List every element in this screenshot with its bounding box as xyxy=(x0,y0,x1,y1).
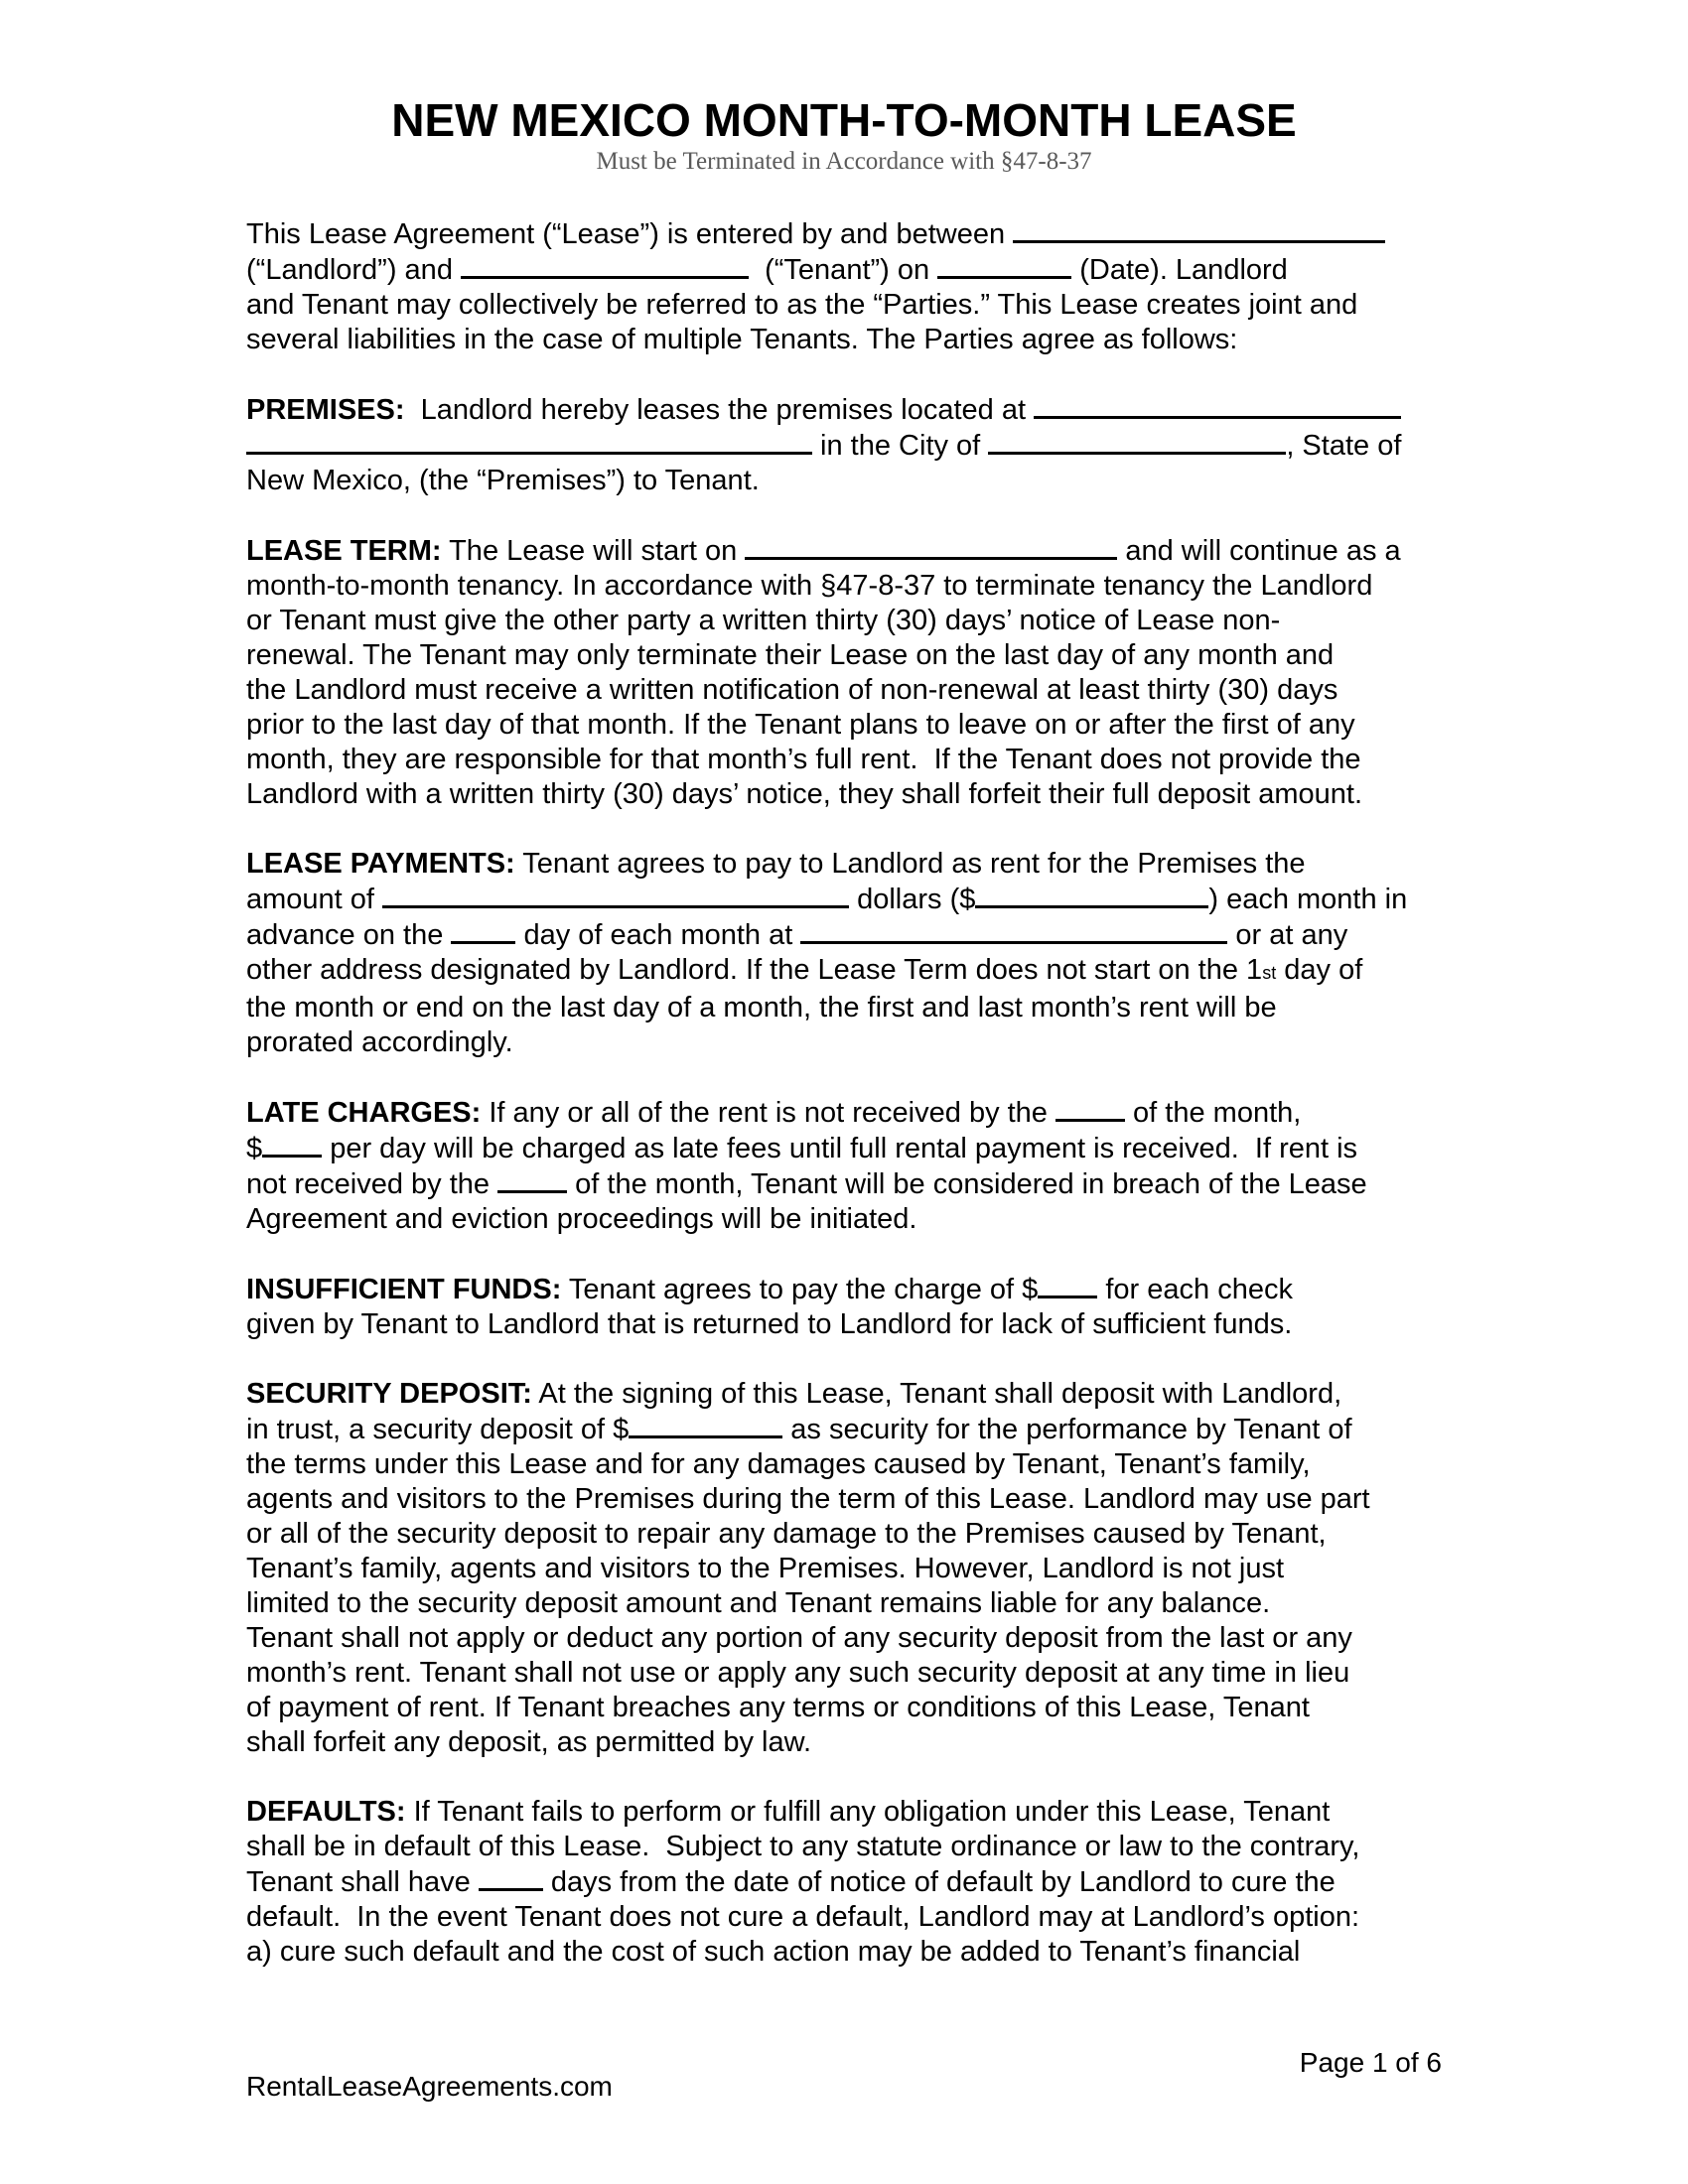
text-run: month-to-month tenancy. In accordance with §47-8-37 to terminate tenancy the Landlord xyxy=(246,570,1373,602)
text-run: day of xyxy=(1276,954,1363,986)
paragraph-lease-term xyxy=(246,533,1458,812)
fill-in-blank xyxy=(988,428,1286,455)
paragraph-defaults xyxy=(246,1795,1458,1970)
text-run: default. In the event Tenant does not cure a default, Landlord may at Landlord’s option: xyxy=(246,1901,1360,1933)
fill-in-blank xyxy=(745,533,1117,560)
fill-in-blank xyxy=(246,428,812,455)
document-body xyxy=(246,216,1458,1970)
text-line xyxy=(246,464,1458,498)
document-title: NEW MEXICO MONTH-TO-MONTH LEASE xyxy=(391,94,1297,146)
text-line xyxy=(246,708,1458,743)
section-label: DEFAULTS: xyxy=(246,1796,406,1828)
text-run: other address designated by Landlord. If the Lease Term does not start on the 1 xyxy=(246,954,1263,986)
text-line xyxy=(246,533,1458,569)
text-line xyxy=(246,1202,1458,1237)
fill-in-blank xyxy=(497,1166,567,1193)
ordinal-suffix: st xyxy=(1262,963,1277,983)
text-line xyxy=(246,1864,1458,1900)
text-run: At the signing of this Lease, Tenant shall deposit with Landlord, xyxy=(531,1378,1342,1410)
text-line xyxy=(246,953,1458,991)
paragraph-premises xyxy=(246,392,1458,498)
section-label: LATE CHARGES: xyxy=(246,1097,482,1129)
text-run: (Date). Landlord xyxy=(1071,254,1288,286)
text-line xyxy=(246,1621,1458,1656)
text-run: Agreement and eviction proceedings will be initiated. xyxy=(246,1203,917,1235)
text-line xyxy=(246,1095,1458,1131)
text-run: (“Landlord”) and xyxy=(246,254,461,286)
text-run: amount of xyxy=(246,884,383,915)
fill-in-blank xyxy=(451,917,515,944)
text-run: the Landlord must receive a written notification of non-renewal at least thirty (30) days xyxy=(246,674,1338,706)
text-line xyxy=(246,1307,1458,1342)
text-line xyxy=(246,1377,1458,1412)
text-run: or at any xyxy=(1227,919,1348,951)
text-run: month, they are responsible for that month’s full rent. If the Tenant does not provide the xyxy=(246,744,1361,775)
text-line xyxy=(246,743,1458,777)
text-line xyxy=(246,428,1458,464)
text-run: advance on the xyxy=(246,919,452,951)
text-line xyxy=(246,1517,1458,1552)
text-line xyxy=(246,991,1458,1025)
fill-in-blank xyxy=(937,252,1071,279)
fill-in-blank xyxy=(800,917,1227,944)
text-run: in trust, a security deposit of $ xyxy=(246,1414,630,1445)
text-run: Tenant shall not apply or deduct any portion of any security deposit from the last or any xyxy=(246,1622,1352,1654)
text-line xyxy=(246,638,1458,673)
footer-page-number: Page 1 of 6 xyxy=(1299,2047,1442,2078)
paragraph-late-charges xyxy=(246,1095,1458,1237)
text-run: of the month, Tenant will be considered in breach of the Lease xyxy=(567,1168,1367,1200)
fill-in-blank xyxy=(1013,216,1385,243)
fill-in-blank xyxy=(975,882,1208,908)
fill-in-blank xyxy=(479,1864,543,1891)
text-line xyxy=(246,1900,1458,1935)
text-run: Tenant agrees to pay the charge of $ xyxy=(561,1274,1039,1305)
text-run: , State of xyxy=(1286,430,1402,462)
text-line xyxy=(246,604,1458,638)
fill-in-blank xyxy=(461,252,749,279)
text-run: month’s rent. Tenant shall not use or apply any such security deposit at any time in lieu xyxy=(246,1657,1350,1689)
text-line xyxy=(246,216,1458,252)
text-run: Tenant shall have xyxy=(246,1866,479,1898)
document-subtitle: Must be Terminated in Accordance with §47-8-37 xyxy=(596,148,1092,175)
text-run: day of each month at xyxy=(515,919,801,951)
text-run: as security for the performance by Tenant of xyxy=(782,1414,1352,1445)
text-run: limited to the security deposit amount and Tenant remains liable for any balance. xyxy=(246,1587,1271,1619)
text-line xyxy=(246,1166,1458,1202)
text-line xyxy=(246,882,1458,917)
text-line xyxy=(246,323,1458,357)
text-line xyxy=(246,1725,1458,1760)
section-label: LEASE TERM: xyxy=(246,535,442,567)
text-line xyxy=(246,673,1458,708)
fill-in-blank xyxy=(382,882,849,908)
text-run: This Lease Agreement (“Lease”) is entered by and between xyxy=(246,218,1014,250)
text-line xyxy=(246,1586,1458,1621)
text-run: Landlord with a written thirty (30) days’ notice, they shall forfeit their full deposit amount. xyxy=(246,778,1363,810)
text-run: agents and visitors to the Premises during the term of this Lease. Landlord may use part xyxy=(246,1483,1370,1515)
text-run: not received by the xyxy=(246,1168,498,1200)
text-run: The Lease will start on xyxy=(441,535,746,567)
section-label: SECURITY DEPOSIT: xyxy=(246,1378,532,1410)
text-line xyxy=(246,1935,1458,1970)
fill-in-blank xyxy=(1055,1095,1125,1122)
text-run: days from the date of notice of default by Landlord to cure the xyxy=(542,1866,1336,1898)
text-run: dollars ($ xyxy=(849,884,976,915)
text-line xyxy=(246,569,1458,604)
text-line xyxy=(246,1447,1458,1482)
fill-in-blank xyxy=(629,1412,782,1438)
text-run: ) each month in xyxy=(1208,884,1408,915)
text-run: If any or all of the rent is not received by the xyxy=(481,1097,1055,1129)
text-run: If Tenant fails to perform or fulfill any obligation under this Lease, Tenant xyxy=(405,1796,1331,1828)
paragraph-intro xyxy=(246,216,1458,357)
text-line xyxy=(246,1795,1458,1830)
text-line xyxy=(246,288,1458,323)
text-run: prorated accordingly. xyxy=(246,1026,513,1058)
text-run: for each check xyxy=(1097,1274,1293,1305)
text-line xyxy=(246,1482,1458,1517)
paragraph-security-deposit xyxy=(246,1377,1458,1760)
text-run: renewal. The Tenant may only terminate their Lease on the last day of any month and xyxy=(246,639,1335,671)
text-line xyxy=(246,1272,1458,1307)
text-line xyxy=(246,1131,1458,1166)
text-run: and will continue as a xyxy=(1117,535,1401,567)
text-run: or Tenant must give the other party a written thirty (30) days’ notice of Lease non- xyxy=(246,605,1281,636)
text-line xyxy=(246,1412,1458,1447)
text-line xyxy=(246,1656,1458,1691)
paragraph-insufficient-funds xyxy=(246,1272,1458,1342)
text-run: $ xyxy=(246,1133,263,1164)
text-run: shall be in default of this Lease. Subject to any statute ordinance or law to the contrary, xyxy=(246,1831,1360,1862)
text-run: prior to the last day of that month. If the Tenant plans to leave on or after the first of any xyxy=(246,709,1355,741)
text-line xyxy=(246,917,1458,953)
section-label: PREMISES: xyxy=(246,394,405,426)
text-run: or all of the security deposit to repair any damage to the Premises caused by Tenant, xyxy=(246,1518,1327,1550)
text-line xyxy=(246,847,1458,882)
text-run: several liabilities in the case of multiple Tenants. The Parties agree as follows: xyxy=(246,324,1238,355)
text-run: of the month, xyxy=(1125,1097,1302,1129)
text-line xyxy=(246,1552,1458,1586)
text-line xyxy=(246,1025,1458,1060)
text-run: and Tenant may collectively be referred to as the “Parties.” This Lease creates joint and xyxy=(246,289,1358,321)
text-run: (“Tenant”) on xyxy=(749,254,938,286)
text-run: Tenant’s family, agents and visitors to the Premises. However, Landlord is not just xyxy=(246,1553,1285,1584)
text-run: of payment of rent. If Tenant breaches any terms or conditions of this Lease, Tenant xyxy=(246,1692,1310,1723)
text-run: Landlord hereby leases the premises located at xyxy=(404,394,1035,426)
fill-in-blank xyxy=(1034,392,1401,419)
footer-website: RentalLeaseAgreements.com xyxy=(246,2071,613,2102)
text-run: New Mexico, (the “Premises”) to Tenant. xyxy=(246,465,760,496)
text-run: shall forfeit any deposit, as permitted by law. xyxy=(246,1726,812,1758)
section-label: INSUFFICIENT FUNDS: xyxy=(246,1274,562,1305)
text-run: the month or end on the last day of a month, the first and last month’s rent will be xyxy=(246,992,1277,1024)
text-run: in the City of xyxy=(812,430,989,462)
text-run: Tenant agrees to pay to Landlord as rent for the Premises the xyxy=(514,848,1306,880)
text-run: a) cure such default and the cost of such action may be added to Tenant’s financial xyxy=(246,1936,1301,1968)
text-line xyxy=(246,252,1458,288)
fill-in-blank xyxy=(1038,1272,1097,1298)
text-line xyxy=(246,392,1458,428)
text-line xyxy=(246,1830,1458,1864)
section-label: LEASE PAYMENTS: xyxy=(246,848,515,880)
paragraph-lease-payments xyxy=(246,847,1458,1060)
fill-in-blank xyxy=(262,1131,322,1158)
text-run: given by Tenant to Landlord that is returned to Landlord for lack of sufficient funds. xyxy=(246,1308,1293,1340)
text-line xyxy=(246,777,1458,812)
text-line xyxy=(246,1691,1458,1725)
text-run: per day will be charged as late fees until full rental payment is received. If rent is xyxy=(322,1133,1358,1164)
text-run: the terms under this Lease and for any damages caused by Tenant, Tenant’s family, xyxy=(246,1448,1311,1480)
